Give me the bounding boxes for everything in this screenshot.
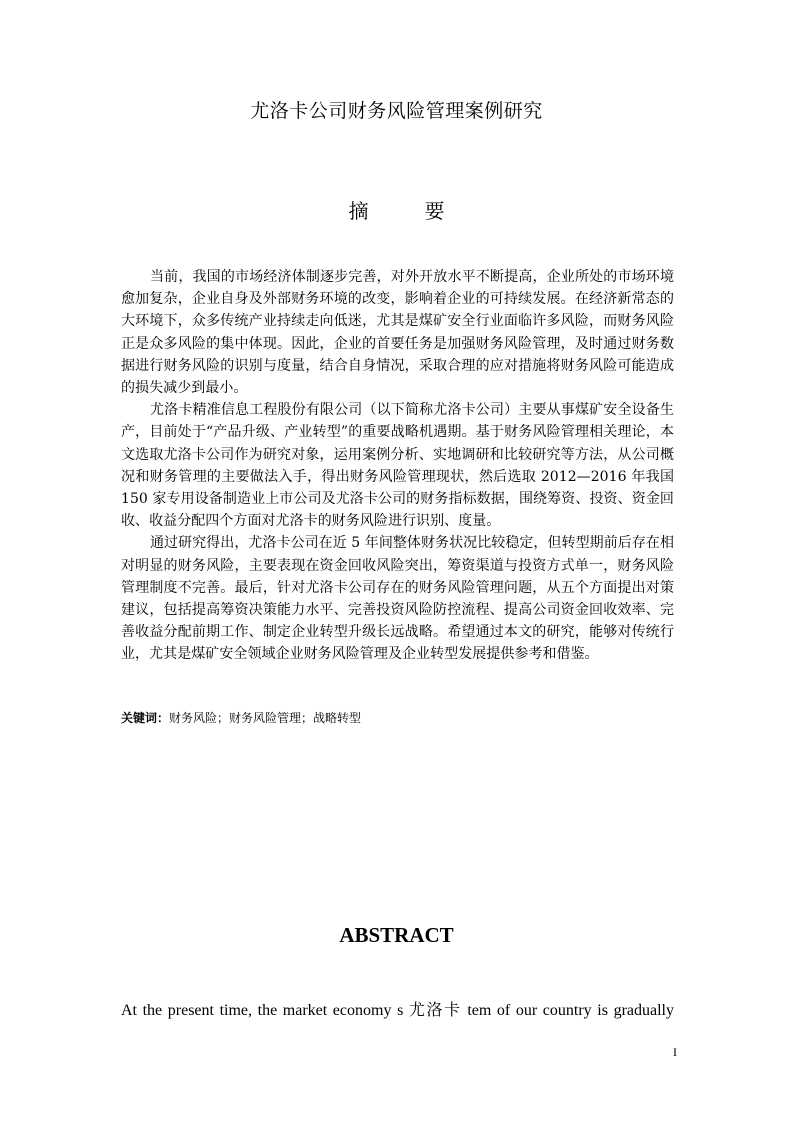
paper-title: 尤洛卡公司财务风险管理案例研究 xyxy=(250,100,543,122)
abstract-body xyxy=(121,266,674,666)
abstract-heading: 摘 要 xyxy=(348,199,463,223)
abstract-paragraph-3: 通过研究得出，尤洛卡公司在近 5 年间整体财务状况比较稳定，但转型期前后存在相对明显的财务风险，主要表现在资金回收风险突出，筹资渠道与投资方式单一，财务风险管理制度不完善。最后，针对尤洛卡公司存在的财务风险管理问题，从五个方面提出对策建议，包括提高筹资决策能力水平、完善投资风险防控流程、提高公司资金回收效率、完善收益分配前期工作、制定企业转型升级长远战略。希望通过本文的研究，能够对传统行业，尤其是煤矿安全领域企业财务风险管理及企业转型发展提供参考和借鉴。 xyxy=(121,535,674,663)
english-abstract-first-line: At the present time, the market economy s 尤洛卡 tem of our country is gradually xyxy=(121,1002,674,1019)
english-abstract-heading: ABSTRACT xyxy=(339,923,454,947)
page-number: I xyxy=(673,1045,677,1059)
keywords-line xyxy=(121,709,361,726)
abstract-paragraph-2: 尤洛卡精准信息工程股份有限公司（以下简称尤洛卡公司）主要从事煤矿安全设备生产，目前处于“产品升级、产业转型”的重要战略机遇期。基于财务风险管理相关理论，本文选取尤洛卡公司作为研究对象，运用案例分析、实地调研和比较研究等方法，从公司概况和财务管理的主要做法入手，得出财务风险管理现状，然后选取 2012—2016 年我国 150 家专用设备制造业上市公司及尤洛卡公司的财务指标数据，围绕筹资、投资、资金回收、收益分配四个方面对尤洛卡的财务风险进行识别、度量。 xyxy=(121,402,674,530)
keywords-label: 关键词： xyxy=(121,711,170,725)
abstract-paragraph-1: 当前，我国的市场经济体制逐步完善，对外开放水平不断提高，企业所处的市场环境愈加复杂，企业自身及外部财务环境的改变，影响着企业的可持续发展。在经济新常态的大环境下，众多传统产业持续走向低迷，尤其是煤矿安全行业面临许多风险，而财务风险正是众多风险的集中体现。因此，企业的首要任务是加强财务风险管理，及时通过财务数据进行财务风险的识别与度量，结合自身情况，采取合理的应对措施将财务风险可能造成的损失减少到最小。 xyxy=(121,269,674,397)
keywords-text: 财务风险；财务风险管理；战略转型 xyxy=(169,711,362,725)
